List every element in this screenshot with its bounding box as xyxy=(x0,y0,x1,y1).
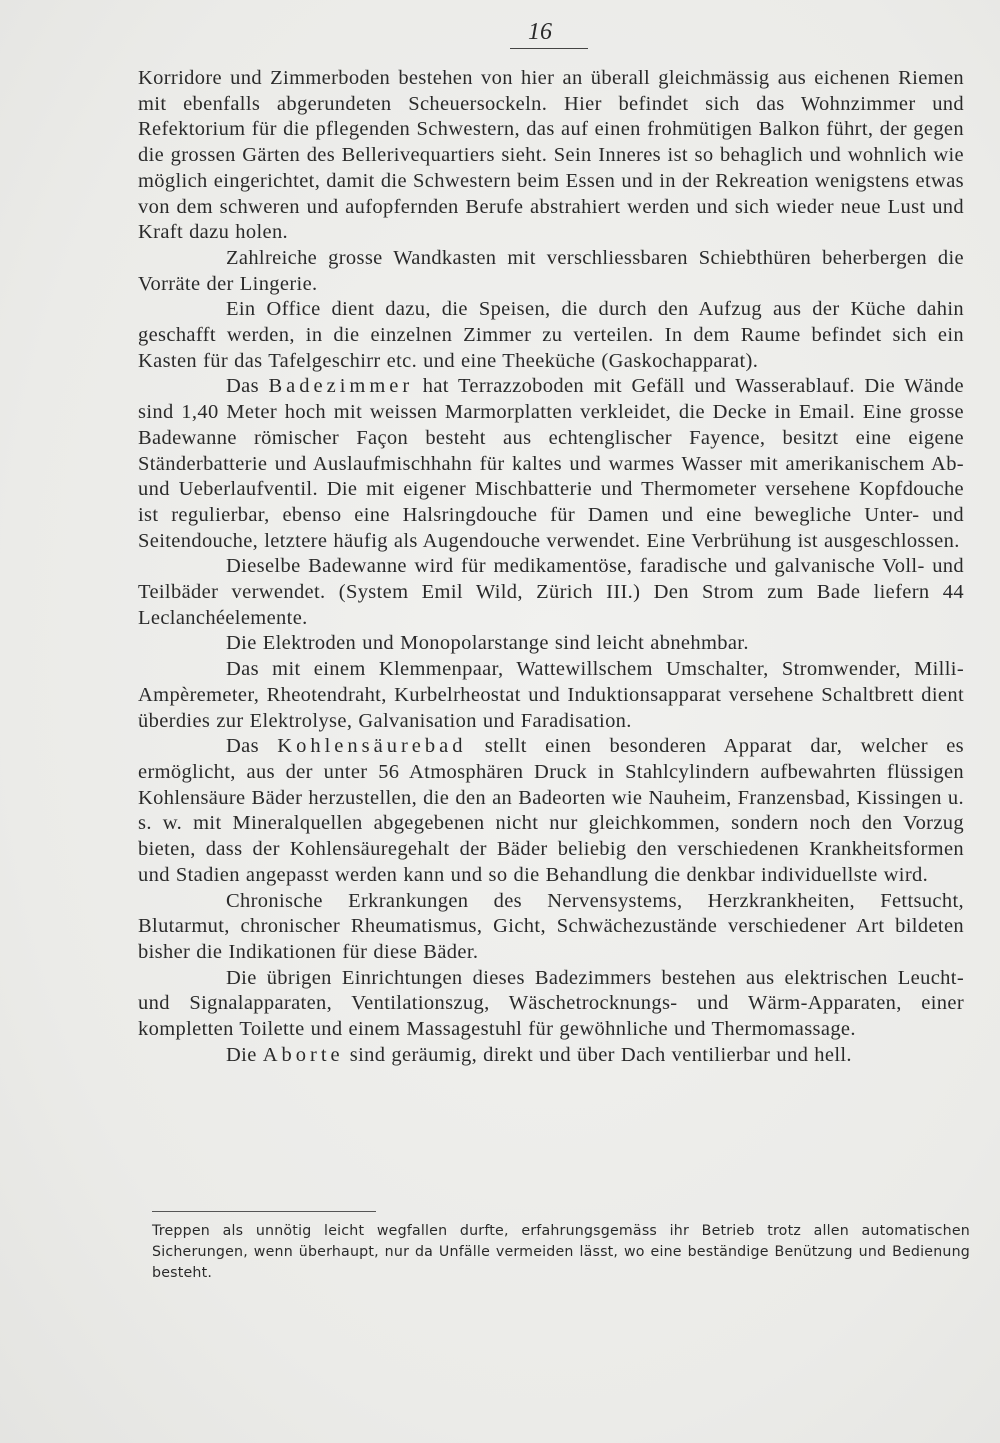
emphasized-term: Aborte xyxy=(262,1043,344,1066)
paragraph-p10 xyxy=(138,966,964,1043)
text-run: Die Elektroden und Monopolarstange sind leicht abnehmbar. xyxy=(226,632,749,655)
text-run: Korridore und Zimmerboden bestehen von hier an überall gleichmässig aus eichenen Riemen mit ebenfalls abgerundeten Scheuersockeln. Hier befindet sich das Wohnzimmer und Refektorium für die pflegenden Schwestern, das auf einen frohmütigen Balkon führt, der gegen die grossen Gärten des Bellerivequartiers sieht. Sein Inneres ist so behaglich und wohnlich wie möglich eingerichtet, damit die Schwestern beim Essen und in der Rekreation wenigstens etwas von dem schweren und aufopfernden Berufe abstrahiert werden und sich wieder neue Lust und Kraft dazu holen. xyxy=(138,67,964,244)
paragraph-p6 xyxy=(138,631,964,657)
text-run: stellt einen besonderen Apparat dar, welcher es ermöglicht, aus der unter 56 Atmosphären Druck in Stahlcylindern aufbewahrten flüssigen Kohlensäure Bäder herzustellen, die den an Badeorten wie Nauheim, Franzensbad, Kissingen u. s. w. mit Mineralquellen abgegebenen nicht nur gleichkommen, sondern noch den Vorzug bieten, dass der Kohlensäuregehalt der Bäder beliebig den verschiedenen Krankheitsformen und Stadien angepasst werden kann und so die Behandlung die denkbar individuellste wird. xyxy=(138,735,964,886)
footnote: Treppen als unnötig leicht wegfallen durfte, erfahrungsgemäss ihr Betrieb trotz allen automatischen Sicherungen, wenn überhaupt, nur da Unfälle vermeiden lässt, wo eine beständige Benützung und Bedienung besteht. xyxy=(152,1223,970,1281)
emphasized-term: Badezimmer xyxy=(268,375,414,398)
body-text xyxy=(138,66,964,1068)
footnote-rule xyxy=(152,1211,376,1212)
paragraph-p1 xyxy=(138,66,964,246)
paragraph-p2 xyxy=(138,246,964,297)
text-run: hat Terrazzoboden mit Gefäll und Wasserablauf. Die Wände sind 1,40 Meter hoch mit weissen Marmorplatten verkleidet, die Decke in Email. Eine grosse Badewanne römischer Façon besteht aus echtenglischer Fayence, besitzt eine eigene Ständerbatterie und Auslaufmischhahn für kaltes und warmes Wasser mit amerikanischem Ab- und Ueberlaufventil. Die mit eigener Mischbatterie und Thermometer versehene Kopfdouche ist regulierbar, ebenso eine Halsringdouche für Damen und eine bewegliche Unter- und Seitendouche, letztere häufig als Augendouche verwendet. Eine Verbrühung ist ausgeschlossen. xyxy=(138,375,964,552)
text-run: Dieselbe Badewanne wird für medikamentöse, faradische und galvanische Voll- und Teilbäder verwendet. (System Emil Wild, Zürich III.) Den Strom zum Bade liefern 44 Leclanchéelemente. xyxy=(138,555,964,629)
paragraph-p7 xyxy=(138,657,964,734)
paragraph-p5 xyxy=(138,554,964,631)
text-run: Das xyxy=(226,375,269,398)
header-rule xyxy=(510,48,588,49)
emphasized-term: Kohlensäurebad xyxy=(277,735,467,758)
paragraph-p11 xyxy=(138,1043,964,1069)
paragraph-p8 xyxy=(138,734,964,888)
text-run: Das mit einem Klemmenpaar, Wattewillschem Umschalter, Stromwender, Milli-Ampèremeter, Rheotendraht, Kurbelrheostat und Induktionsapparat versehene Schaltbrett dient überdies zur Elektrolyse, Galvanisation und Faradisation. xyxy=(138,658,964,732)
page-number: 16 xyxy=(528,19,552,45)
text-run: sind geräumig, direkt und über Dach ventilierbar und hell. xyxy=(343,1043,852,1066)
text-run: Die xyxy=(226,1043,263,1066)
paragraph-p4 xyxy=(138,374,964,554)
text-run: Chronische Erkrankungen des Nervensystems, Herzkrankheiten, Fettsucht, Blutarmut, chronischer Rheumatismus, Gicht, Schwächezustände verschiedener Art bildeten bisher die Indikationen für diese Bäder. xyxy=(138,889,964,963)
text-run: Die übrigen Einrichtungen dieses Badezimmers bestehen aus elektrischen Leucht- und Signalapparaten, Ventilationszug, Wäschetrocknungs- und Wärm-Apparaten, einer kompletten Toilette und einem Massagestuhl für gewöhnliche und Thermomassage. xyxy=(138,966,964,1041)
text-run: Ein Office dient dazu, die Speisen, die durch den Aufzug aus der Küche dahin geschafft werden, in die einzelnen Zimmer zu verteilen. In dem Raume befindet sich ein Kasten für das Tafelgeschirr etc. und eine Theeküche (Gaskochapparat). xyxy=(138,298,964,372)
text-run: Zahlreiche grosse Wandkasten mit verschliessbaren Schiebthüren beherbergen die Vorräte der Lingerie. xyxy=(138,246,964,295)
paragraph-p9 xyxy=(138,889,964,966)
text-run: Das xyxy=(226,735,278,758)
paragraph-p3 xyxy=(138,297,964,374)
